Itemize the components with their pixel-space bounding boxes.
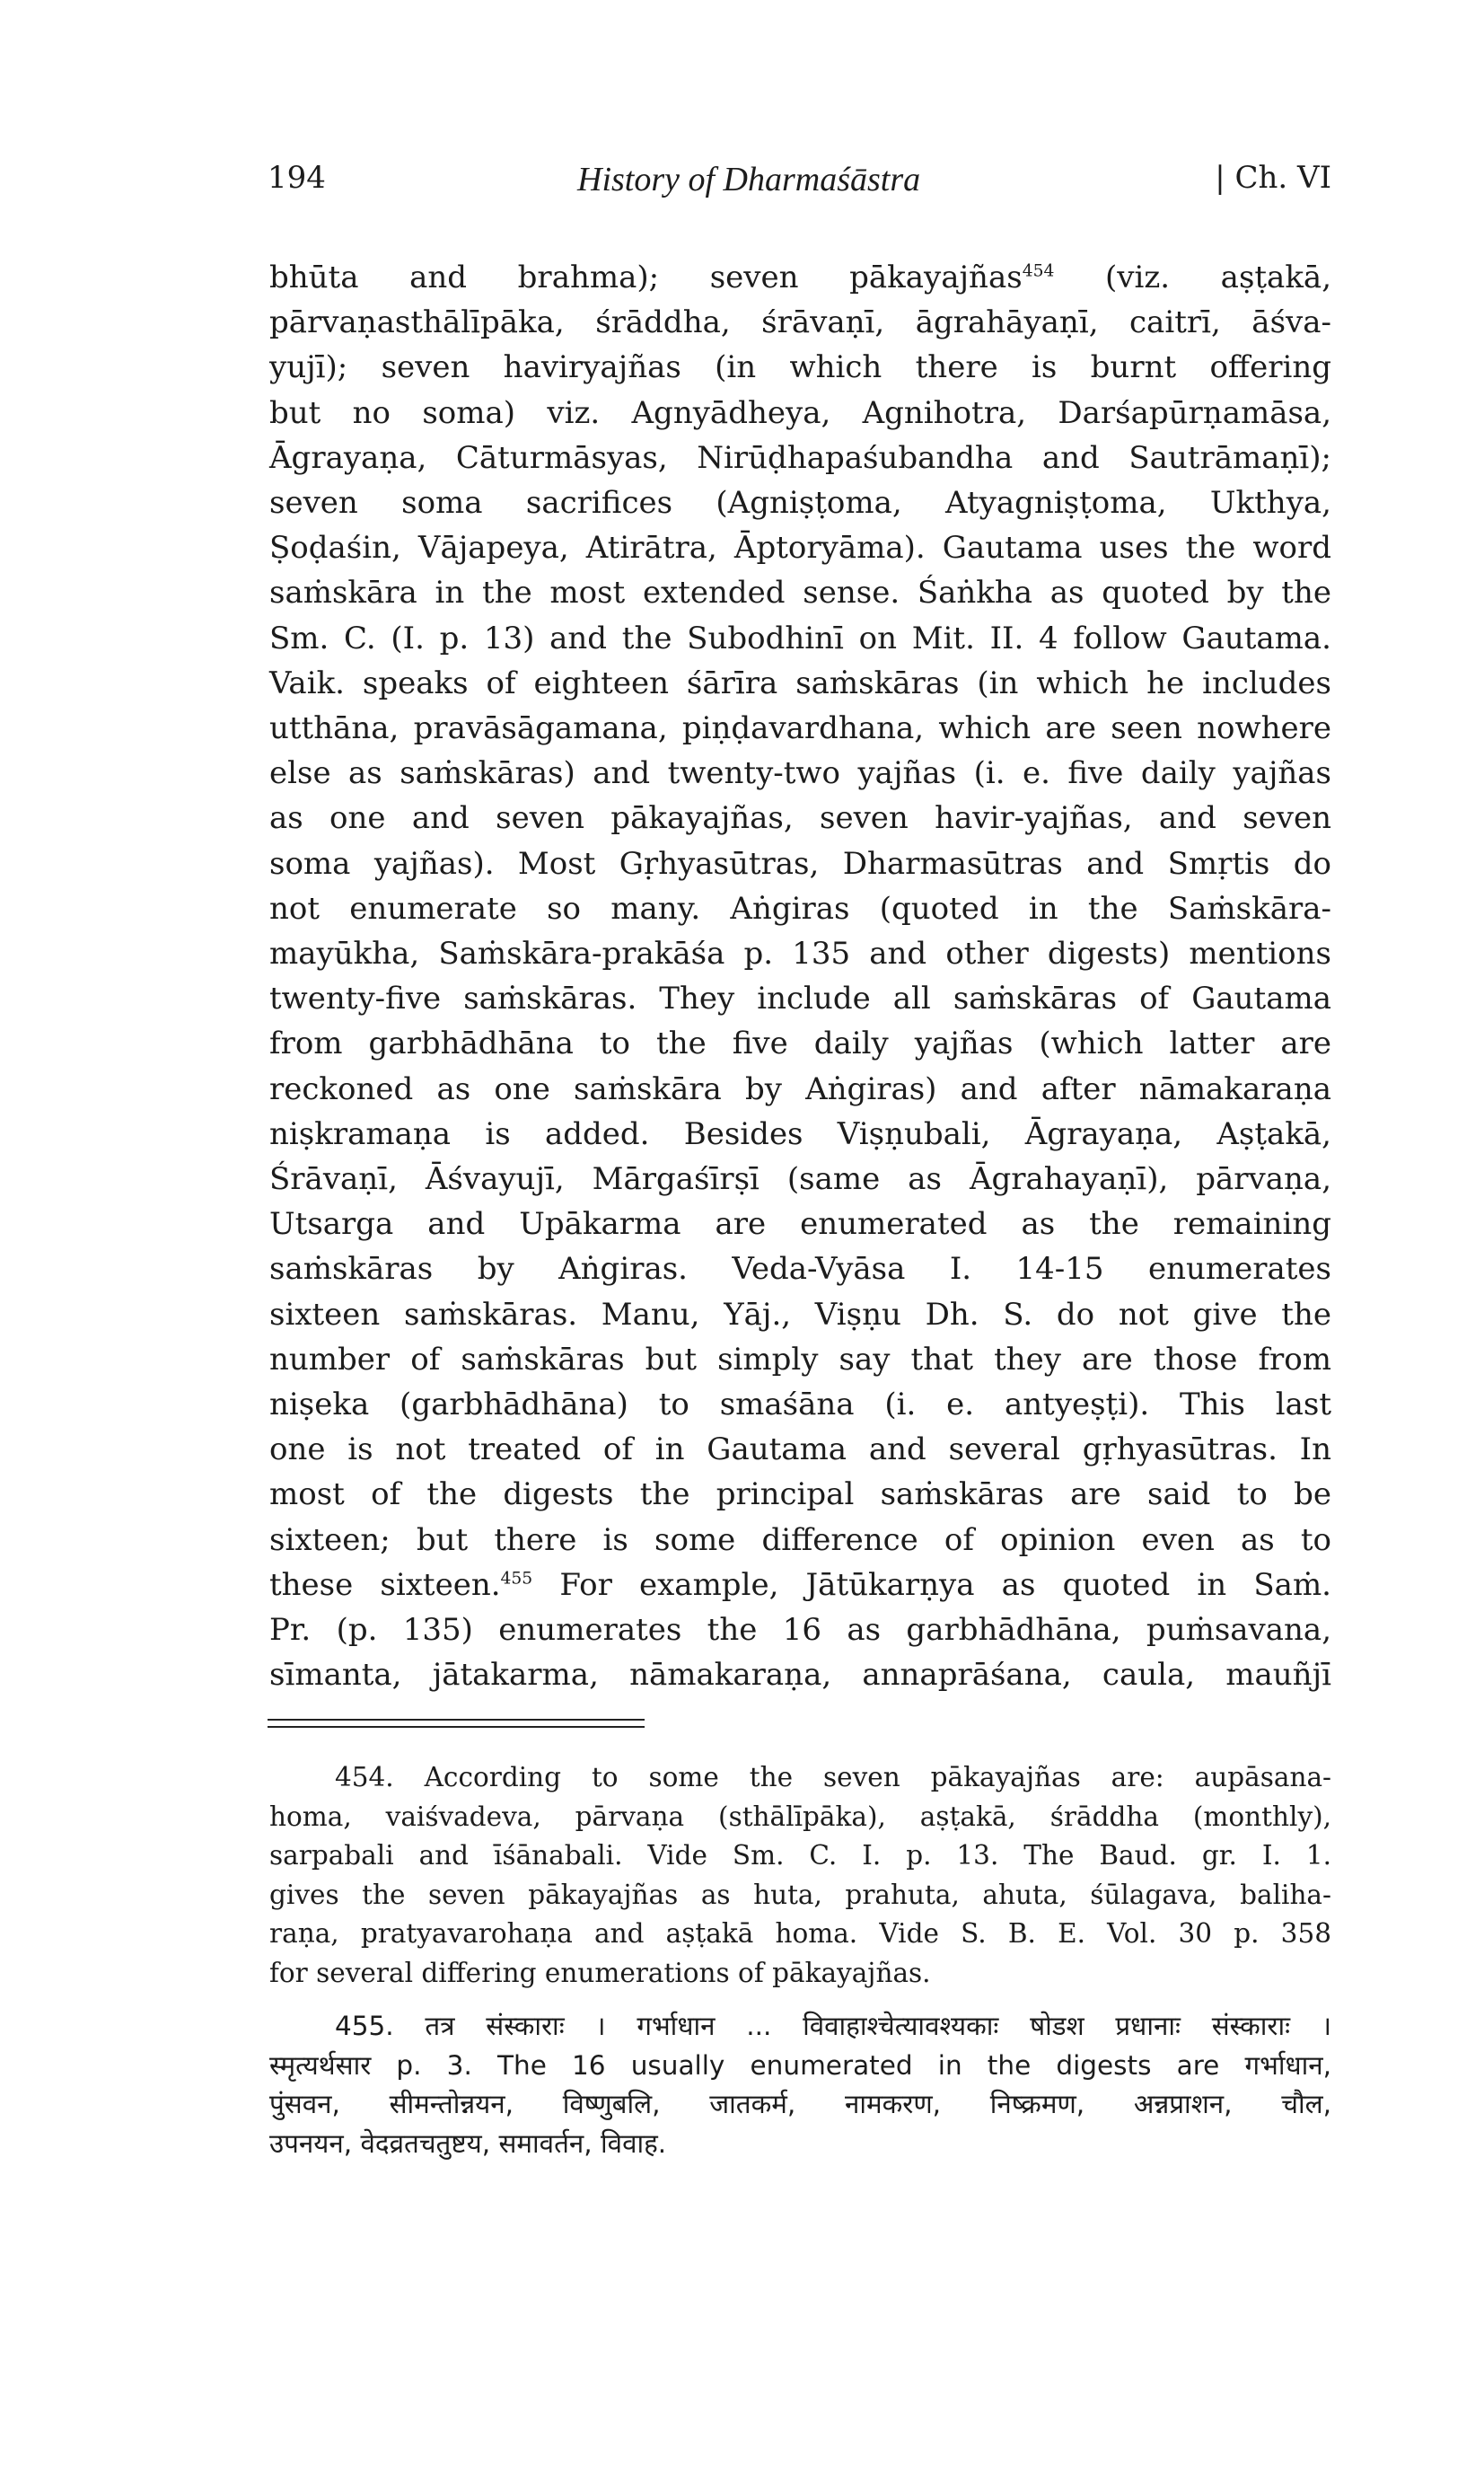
- text-line: number of saṁskāras but simply say that they are those from: [269, 1341, 1331, 1378]
- footnote-line: 455. तत्र संस्काराः । गर्भाधान ... विवाहाश्चेत्यावश्यकाः षोडश प्रधानाः संस्काराः ।: [335, 2011, 1331, 2041]
- text-line: sixteen; but there is some difference of opinion even as to: [269, 1521, 1331, 1558]
- text-line: from garbhādhāna to the five daily yajñas (which latter are: [269, 1026, 1331, 1062]
- text-line: niṣeka (garbhādhāna) to smaśāna (i. e. antyeṣṭi). This last: [269, 1387, 1331, 1423]
- footnote-line: homa, vaiśvadeva, pārvaṇa (sthālīpāka), aṣṭakā, śrāddha (monthly),: [269, 1801, 1331, 1832]
- footnote-455: [269, 2007, 1331, 2163]
- text-line: Ṣoḍaśin, Vājapeya, Atirātra, Āptoryāma). Gautama uses the word: [269, 530, 1331, 567]
- chapter-label: | Ch. VI: [1215, 160, 1331, 196]
- text-line: seven soma sacrifices (Agniṣṭoma, Atyagniṣṭoma, Ukthya,: [269, 485, 1331, 522]
- footnote-line: for several differing enumerations of pākayajñas.: [269, 1957, 931, 1988]
- text-line: else as saṁskāras) and twenty-two yajñas (i. e. five daily yajñas: [269, 755, 1331, 792]
- footnote-ref-454[interactable]: 454: [1022, 261, 1055, 281]
- text-line: twenty-five saṁskāras. They include all saṁskāras of Gautama: [269, 981, 1331, 1017]
- text-line: yujī); seven haviryajñas (in which there is burnt offering: [269, 349, 1331, 386]
- text-line: Āgrayaṇa, Cāturmāsyas, Nirūḍhapaśubandha and Sautrāmaṇī);: [269, 439, 1331, 476]
- text-line: one is not treated of in Gautama and several gṛhyasūtras. In: [269, 1431, 1331, 1468]
- text-line: niṣkramaṇa is added. Besides Viṣṇubali, Āgrayaṇa, Aṣṭakā,: [269, 1115, 1331, 1152]
- text-line: reckoned as one saṁskāra by Aṅgiras) and after nāmakaraṇa: [269, 1070, 1331, 1107]
- text-line: saṁskāras by Aṅgiras. Veda-Vyāsa I. 14-15 enumerates: [269, 1251, 1331, 1288]
- footnote-line: gives the seven pākayajñas as huta, prahuta, ahuta, śūlagava, baliha-: [269, 1879, 1331, 1910]
- text-line: Utsarga and Upākarma are enumerated as the remaining: [269, 1206, 1331, 1243]
- footnote-line: उपनयन, वेदव्रतचतुष्टय, समावर्तन, विवाह.: [269, 2127, 667, 2159]
- footnote-line: पुंसवन, सीमन्तोन्नयन, विष्णुबलि, जातकर्म, नामकरण, निष्क्रमण, अन्नप्राशन, चौल,: [269, 2089, 1331, 2119]
- page-number: 194: [268, 160, 326, 196]
- text-line: mayūkha, Saṁskāra-prakāśa p. 135 and other digests) mentions: [269, 936, 1331, 973]
- footnote-divider: [268, 1719, 645, 1721]
- text-line: pārvaṇasthālīpāka, śrāddha, śrāvaṇī, āgrahāyaṇī, caitrī, āśva-: [269, 304, 1331, 341]
- running-header: [268, 160, 1331, 214]
- text-line: these sixteen.$^{455}$ For example, Jātūkarṇya as quoted in Saṁ.: [269, 1566, 1331, 1603]
- footnote-ref-455[interactable]: 455: [500, 1569, 533, 1589]
- text-line: saṁskāra in the most extended sense. Śaṅkha as quoted by the: [269, 575, 1331, 612]
- text-line: soma yajñas). Most Gṛhyasūtras, Dharmasūtras and Smṛtis do: [269, 845, 1331, 882]
- book-title: History of Dharmaśāstra: [577, 161, 921, 198]
- text-line: not enumerate so many. Aṅgiras (quoted in the Saṁskāra-: [269, 890, 1331, 927]
- text-line: utthāna, pravāsāgamana, piṇḍavardhana, which are seen nowhere: [269, 710, 1331, 747]
- text-line: Vaik. speaks of eighteen śārīra saṁskāras (in which he includes: [269, 665, 1331, 701]
- text-line: Śrāvaṇī, Āśvayujī, Mārgaśīrṣī (same as Āgrahayaṇī), pārvaṇa,: [269, 1161, 1331, 1198]
- main-text: [269, 255, 1331, 1698]
- footnote-line: स्मृत्यर्थसार p. 3. The 16 usually enumerated in the digests are गर्भाधान,: [269, 2049, 1331, 2081]
- footnote-divider: [268, 1726, 645, 1728]
- text-line: sixteen saṁskāras. Manu, Yāj., Viṣṇu Dh. S. do not give the: [269, 1296, 1331, 1333]
- footnote-line: raṇa, pratyavarohaṇa and aṣṭakā homa. Vide S. B. E. Vol. 30 p. 358: [269, 1918, 1331, 1949]
- footnote-line: sarpabali and īśānabali. Vide Sm. C. I. p. 13. The Baud. gr. I. 1.: [269, 1840, 1331, 1871]
- footnote-454: [269, 1758, 1331, 1993]
- text-line: bhūta and brahma); seven pākayajñas$^{454}$ (viz. aṣṭakā,: [269, 260, 1332, 295]
- text-line: as one and seven pākayajñas, seven havir-yajñas, and seven: [269, 800, 1331, 837]
- text-line: sīmanta, jātakarma, nāmakaraṇa, annaprāśana, caula, mauñjī: [269, 1657, 1331, 1694]
- text-line: Sm. C. (I. p. 13) and the Subodhinī on Mit. II. 4 follow Gautama.: [269, 620, 1331, 656]
- text-line: but no soma) viz. Agnyādheya, Agnihotra, Darśapūrṇamāsa,: [269, 394, 1331, 431]
- footnote-line: 454. According to some the seven pākayajñas are: aupāsana-: [335, 1762, 1331, 1792]
- text-line: Pr. (p. 135) enumerates the 16 as garbhādhāna, puṁsavana,: [269, 1612, 1331, 1649]
- text-line: most of the digests the principal saṁskāras are said to be: [269, 1476, 1331, 1513]
